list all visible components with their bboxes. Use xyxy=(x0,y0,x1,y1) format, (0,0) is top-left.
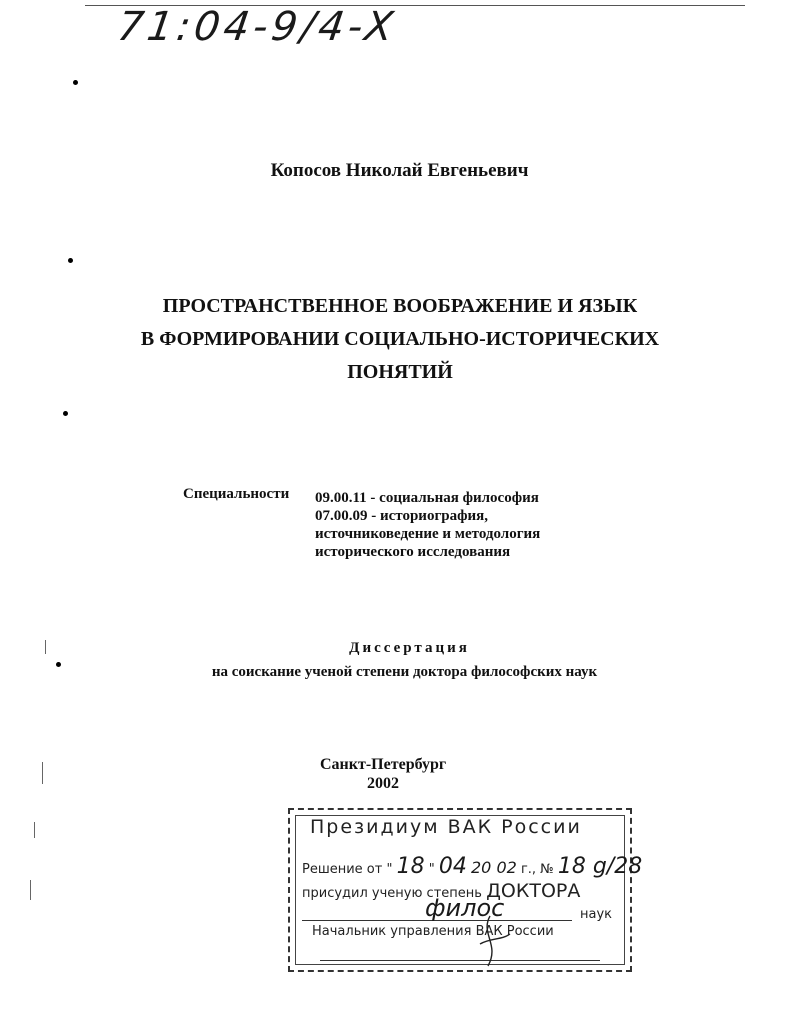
field-handwritten: филос xyxy=(425,894,505,922)
field-suffix: наук xyxy=(580,907,613,922)
margin-dot xyxy=(73,80,78,85)
dissertation-heading: Диссертация xyxy=(349,640,470,656)
stamp-head-line: Начальник управления ВАК России xyxy=(312,924,554,939)
title-line: ПРОСТРАНСТВЕННОЕ ВООБРАЖЕНИЕ И ЯЗЫК xyxy=(162,295,638,317)
specialty-line: источниковедение и методология xyxy=(315,526,541,542)
decision-number-label: г., № xyxy=(520,862,554,877)
margin-tick xyxy=(34,822,35,838)
decision-mid: " xyxy=(428,862,435,877)
margin-dot xyxy=(68,258,73,263)
decision-prefix: Решение от " xyxy=(302,862,393,877)
specialty-line: 07.00.09 - историография, xyxy=(315,508,488,524)
city: Санкт-Петербург xyxy=(320,756,447,773)
dissertation-title xyxy=(120,290,680,389)
title-line: ПОНЯТИЙ xyxy=(347,361,453,383)
stamp-title: Президиум ВАК России xyxy=(310,816,582,838)
decision-number: 18 g/28 xyxy=(557,854,643,879)
title-line: В ФОРМИРОВАНИИ СОЦИАЛЬНО-ИСТОРИЧЕСКИХ xyxy=(140,328,660,350)
vak-stamp xyxy=(288,808,643,972)
archive-number: 71:04-9/4-X xyxy=(114,4,400,50)
specialty-line: исторического исследования xyxy=(315,544,511,560)
margin-tick xyxy=(42,762,43,784)
margin-tick xyxy=(30,880,31,900)
specialties-label: Специальности xyxy=(183,486,290,502)
decision-year: 20 02 xyxy=(471,858,517,877)
author-name: Копосов Николай Евгеньевич xyxy=(270,160,529,181)
specialty-line: 09.00.11 - социальная философия xyxy=(315,490,539,506)
awarded-degree: ДОКТОРА xyxy=(486,880,581,902)
stamp-decision-line xyxy=(302,854,642,879)
year: 2002 xyxy=(367,775,399,792)
signature-squiggle xyxy=(460,914,520,970)
degree-line: на соискание ученой степени доктора философских наук xyxy=(211,664,598,680)
awarded-prefix: присудил ученую степень xyxy=(302,886,482,901)
margin-dot xyxy=(63,411,68,416)
specialties-list xyxy=(315,489,540,561)
decision-month: 04 xyxy=(438,854,467,879)
decision-day: 18 xyxy=(396,854,425,879)
